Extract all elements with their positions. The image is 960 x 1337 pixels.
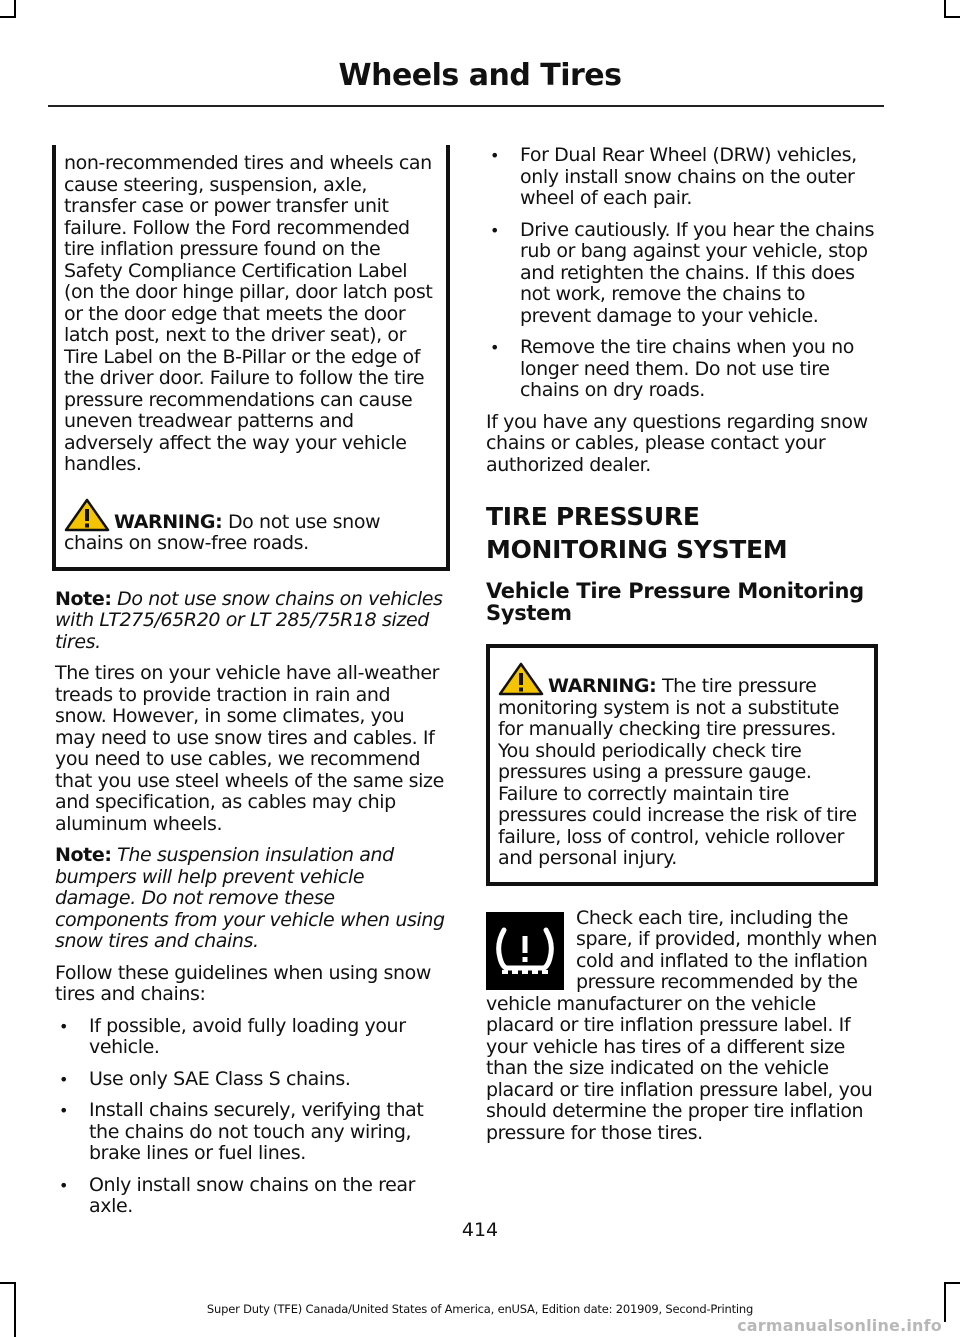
- list-item: • Use only SAE Class S chains.: [55, 1069, 447, 1091]
- warning-label: WARNING:: [548, 675, 657, 697]
- page-title: Wheels and Tires: [338, 58, 622, 93]
- page-number: 414: [461, 1219, 499, 1241]
- note-label: Note:: [55, 587, 112, 610]
- left-column: [55, 145, 447, 1228]
- warning-box-text: non-recommended tires and wheels can cause steering, suspension, axle, transfer case or power transfer unit failure. Follow the Ford recommended tire inflation pressure found on the Safety Compliance Certification Label (on the door hinge pillar, door latch post or the door edge that meets the door latch post, next to the driver seat), or Tire Label on the B-Pillar or the edge of the driver door. Failure to follow the tire pressure recommendations can cause uneven treadwear patterns and adversely affect the way your vehicle handles.: [64, 152, 433, 475]
- warning-text: The tire pressure monitoring system is not a substitute for manually checking tire pressures. You should periodically check tire pressures using a pressure gauge. Failure to correctly maintain tire pressures could increase the risk of tire failure, loss of control, vehicle rollover and personal injury.: [498, 675, 857, 869]
- crop-mark-top-right-h: [944, 16, 960, 18]
- warning-paragraph: [64, 498, 438, 555]
- body-paragraph: Follow these guidelines when using snow tires and chains:: [55, 961, 432, 1005]
- note-text: Do not use snow chains on vehicles with LT275/65R20 or LT 285/75R18 sized tires.: [55, 587, 443, 653]
- note-paragraph: [55, 589, 447, 654]
- sub-heading: Vehicle Tire Pressure Monitoring System: [486, 579, 864, 625]
- title-divider: [48, 105, 884, 107]
- list-item: • Drive cautiously. If you hear the chains rub or bang against your vehicle, stop and retighten the chains. If this does not work, remove the chains to prevent damage to your vehicle.: [486, 220, 878, 328]
- tpms-text: Check each tire, including the spare, if provided, monthly when cold and inflated to the inflation pressure recommended by the vehicle manufacturer on the vehicle placard or tire inflation pressure label. If your vehicle has tires of a different size than the size indicated on the vehicle placard or tire inflation pressure label, you should determine the proper tire inflation pressure for those tires.: [486, 907, 878, 1144]
- watermark: carmanualsonline.info: [737, 1316, 942, 1335]
- warning-icon: [498, 662, 544, 696]
- body-paragraph: If you have any questions regarding snow chains or cables, please contact your authorized dealer.: [486, 410, 868, 476]
- list-item: • Install chains securely, verifying that the chains do not touch any wiring, brake lines or fuel lines.: [55, 1100, 447, 1165]
- right-column: [486, 145, 878, 1144]
- footer-edition: Super Duty (TFE) Canada/United States of America, enUSA, Edition date: 201909, Second-Printing: [206, 1302, 754, 1316]
- list-item: • For Dual Rear Wheel (DRW) vehicles, only install snow chains on the outer wheel of each pair.: [486, 145, 878, 210]
- warning-paragraph: [498, 662, 866, 870]
- list-item: • Remove the tire chains when you no longer need them. Do not use tire chains on dry roads.: [486, 337, 878, 402]
- tpms-paragraph: [486, 908, 878, 1145]
- warning-box: [486, 644, 878, 886]
- crop-mark-top-left-h: [0, 16, 16, 18]
- list-item: • If possible, avoid fully loading your vehicle.: [55, 1016, 447, 1059]
- chains-list: [486, 145, 878, 402]
- list-item: • Only install snow chains on the rear axle.: [55, 1175, 447, 1218]
- crop-mark-bottom-right-h: [944, 1282, 960, 1284]
- note-paragraph: [55, 845, 447, 953]
- section-heading: TIRE PRESSURE MONITORING SYSTEM: [486, 502, 788, 564]
- note-text: The suspension insulation and bumpers will help prevent vehicle damage. Do not remove these components from your vehicle when using snow tires and chains.: [55, 844, 445, 952]
- body-paragraph: The tires on your vehicle have all-weather treads to provide traction in rain and snow. However, in some climates, you may need to use snow tires and cables. If you need to use cables, we recommend that you use steel wheels of the same size and specification, as cables may chip aluminum wheels.: [55, 662, 444, 835]
- crop-mark-bottom-left-h: [0, 1282, 16, 1284]
- warning-icon: [64, 498, 110, 532]
- guidelines-list: [55, 1016, 447, 1218]
- note-label: Note:: [55, 844, 112, 866]
- warning-text: Do not use snow chains on snow-free roads.: [64, 510, 381, 554]
- warning-box-continued: [52, 145, 450, 571]
- warning-label: WARNING:: [114, 510, 223, 533]
- tire-pressure-warning-icon: [486, 912, 564, 990]
